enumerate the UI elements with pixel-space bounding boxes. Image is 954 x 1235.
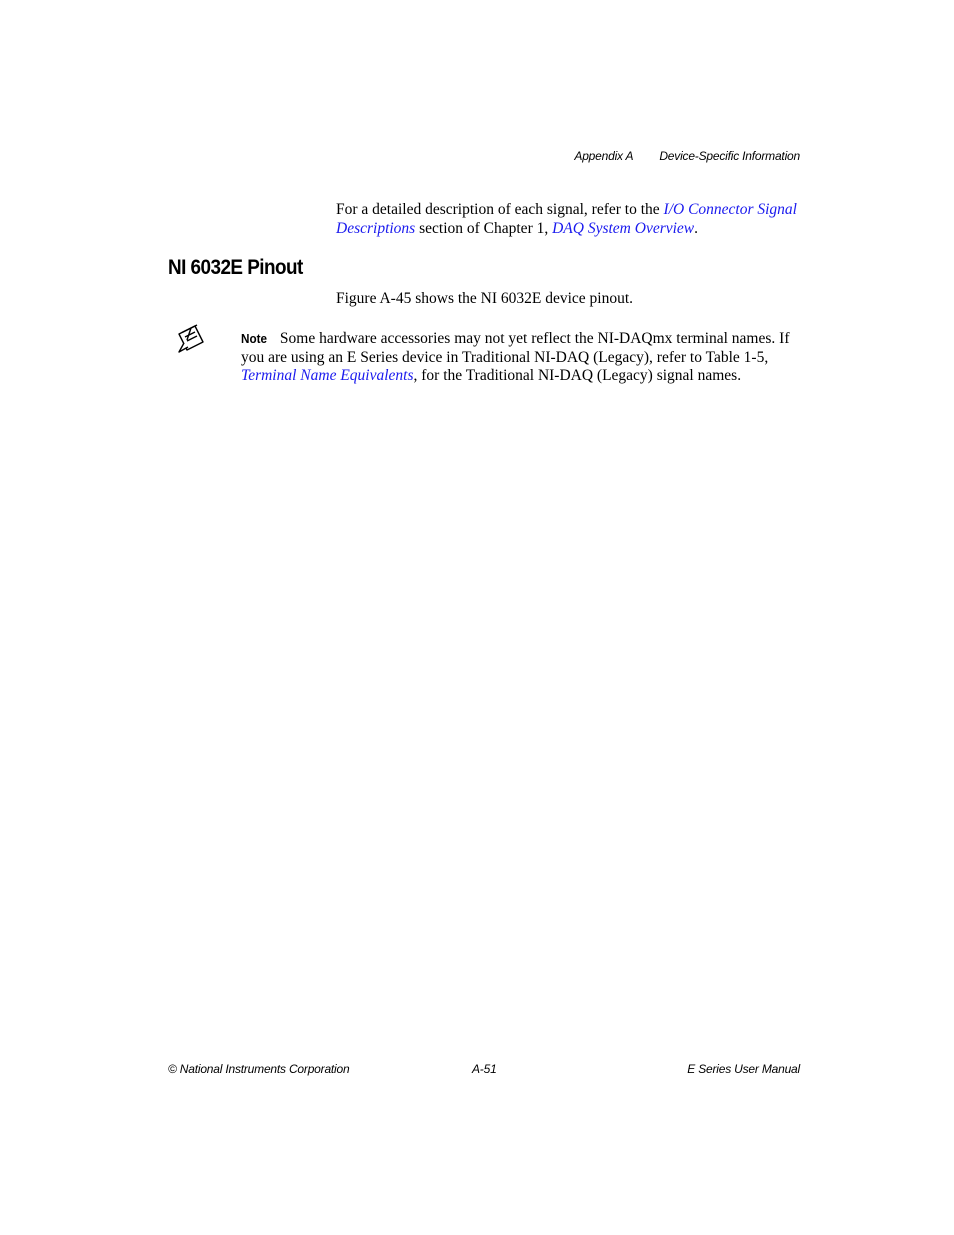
note-label: Note: [241, 331, 268, 346]
intro-text-after: .: [694, 219, 699, 237]
intro-text-middle: section of Chapter 1,: [415, 219, 553, 237]
header-appendix: Appendix A: [574, 149, 634, 163]
header-chapter-title: Device-Specific Information: [659, 149, 800, 163]
intro-paragraph: [336, 201, 806, 238]
note-text-after: , for the Traditional NI-DAQ (Legacy) signal names.: [413, 367, 742, 384]
note-text-before: Some hardware accessories may not yet reflect the NI-DAQmx terminal names. If you are using an E Series device in Traditional NI-DAQ (Legacy), refer to Table 1-5,: [241, 330, 790, 366]
note-paragraph: [241, 330, 806, 386]
section-title: NI 6032E Pinout: [168, 256, 303, 279]
intro-text-before: For a detailed description of each signal, refer to the: [336, 201, 664, 218]
note-icon: [175, 322, 207, 354]
running-header: [574, 149, 800, 163]
terminal-name-equivalents-link[interactable]: Terminal Name Equivalents: [241, 367, 414, 384]
io-connector-signal-descriptions-link[interactable]: I/O Connector Signal Descriptions: [336, 201, 797, 237]
daq-system-overview-link[interactable]: DAQ System Overview: [552, 219, 695, 237]
footer-page-number: A-51: [472, 1062, 497, 1076]
footer-copyright: © National Instruments Corporation: [168, 1062, 350, 1076]
footer-manual-title: E Series User Manual: [687, 1062, 800, 1076]
figure-reference: Figure A-45 shows the NI 6032E device pinout.: [336, 290, 634, 307]
